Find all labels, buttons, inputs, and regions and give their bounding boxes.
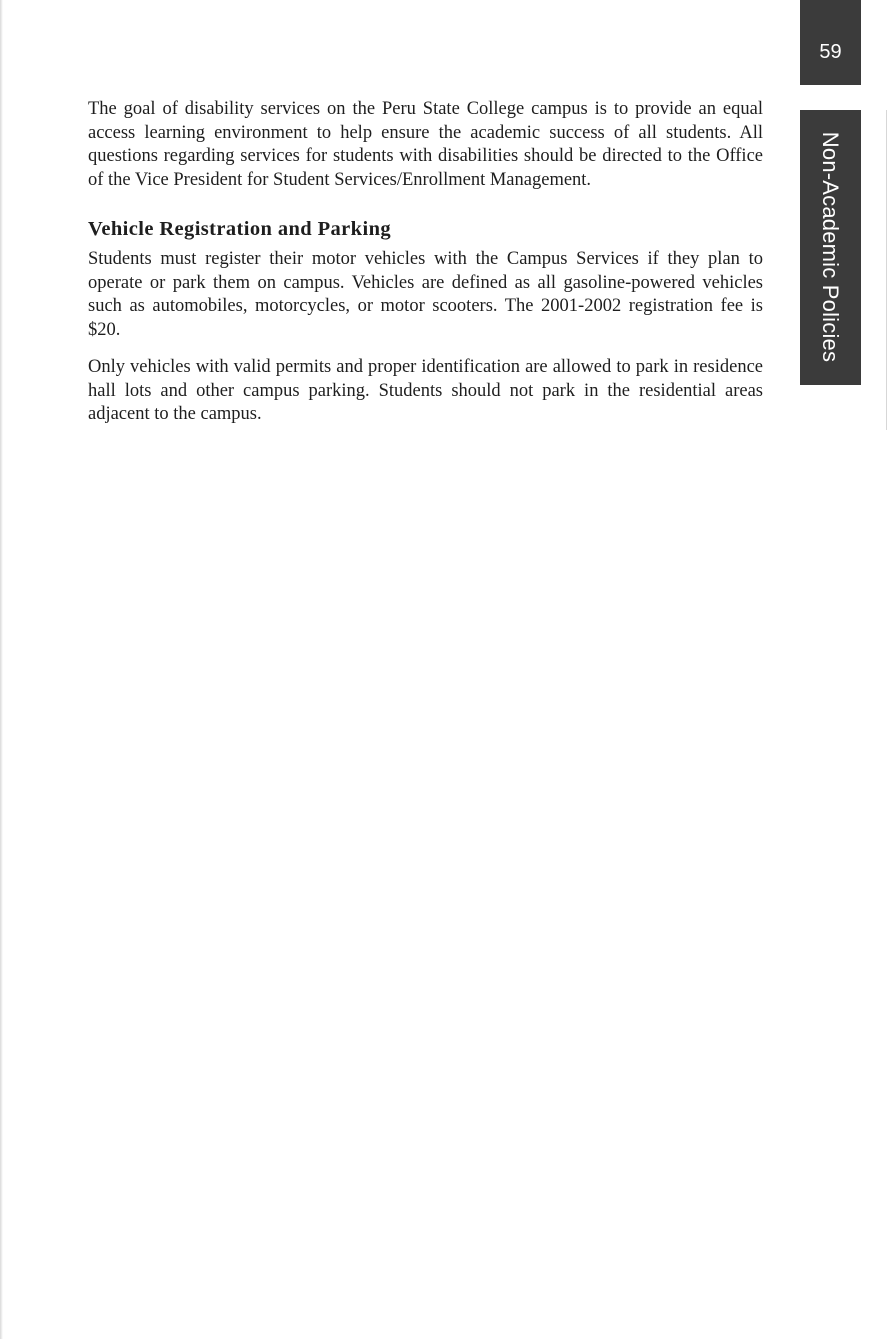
page-number-tab [800, 0, 861, 85]
right-margin-rule [886, 110, 887, 430]
page-content [88, 98, 763, 441]
section-heading: Vehicle Registration and Parking [88, 218, 392, 240]
page-number: 59 [819, 41, 842, 63]
vehicle-registration-paragraph: Students must register their motor vehicles with the Campus Services if they plan to operate or park them on campus. Vehicles are defined as all gasoline-powered vehicles such as automobiles, motorcycles, or motor scooters. The 2001-2002 registration fee is $20. [88, 249, 763, 340]
page-edge-shadow [0, 0, 3, 1339]
intro-paragraph: The goal of disability services on the Peru State College campus is to provide an equal access learning environment to help ensure the academic success of all students. All questions regarding services for students with disabilities should be directed to the Office of the Vice President for Student Services/Enrollment Management. [88, 99, 763, 190]
section-tab-label: Non-Academic Policies [818, 131, 843, 363]
section-tab [800, 110, 861, 385]
parking-paragraph: Only vehicles with valid permits and proper identification are allowed to park in residence hall lots and other campus parking. Students should not park in the residential areas adjacent to the campus. [88, 357, 763, 424]
